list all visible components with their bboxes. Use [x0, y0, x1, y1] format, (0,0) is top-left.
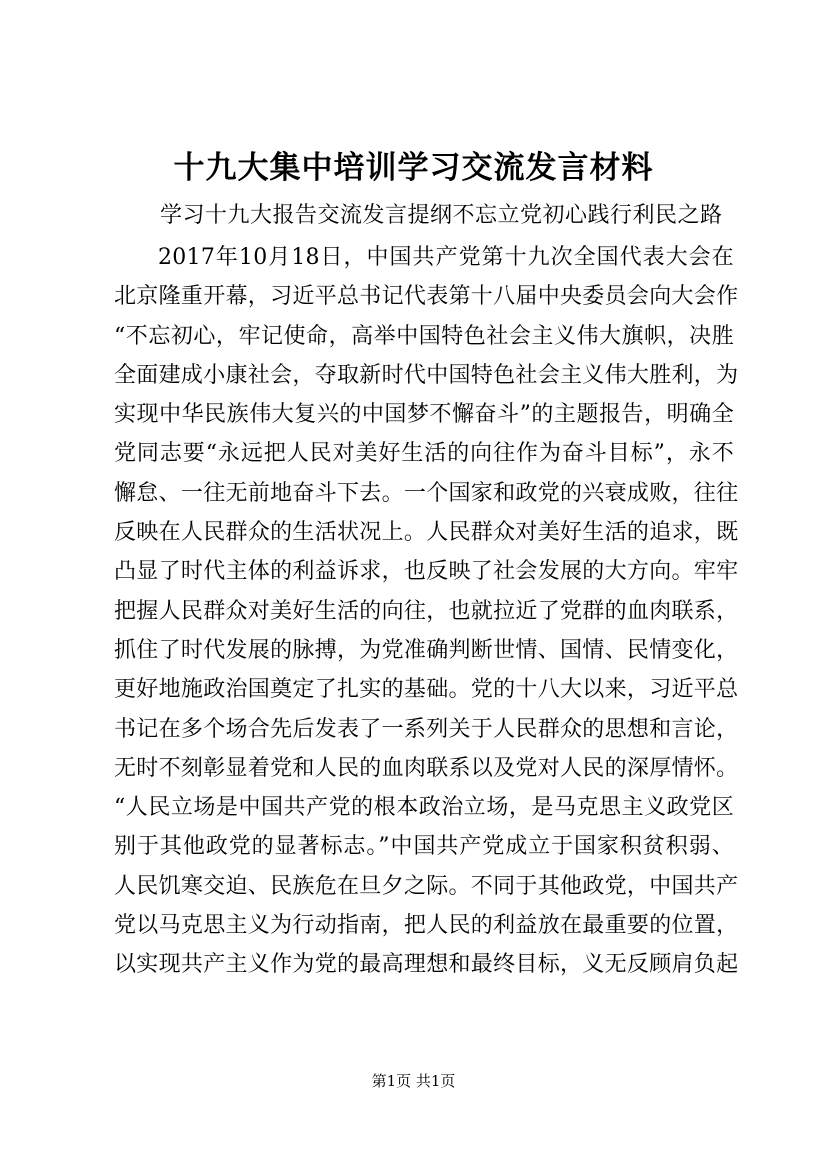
body-line: 更好地施政治国奠定了扎实的基础。党的十八大以来，习近平总 — [114, 677, 739, 703]
page-number-footer: 第1页 共1页 — [371, 1072, 456, 1090]
body-line: 反映在人民群众的生活状况上。人民群众对美好生活的追求，既 — [114, 520, 739, 546]
body-line: 全面建成小康社会，夺取新时代中国特色社会主义伟大胜利，为 — [114, 362, 739, 388]
body-line: 抓住了时代发展的脉搏，为党准确判断世情、国情、民情变化， — [114, 637, 739, 663]
body-line: 书记在多个场合先后发表了一系列关于人民群众的思想和言论， — [114, 716, 739, 742]
body-line: “人民立场是中国共产党的根本政治立场，是马克思主义政党区 — [114, 795, 734, 821]
body-line: 凸显了时代主体的利益诉求，也反映了社会发展的大方向。牢牢 — [114, 559, 739, 585]
body-line: 北京隆重开幕，习近平总书记代表第十八届中央委员会向大会作 — [114, 284, 739, 310]
body-line: 党以马克思主义为行动指南，把人民的利益放在最重要的位置， — [114, 913, 739, 939]
body-line: 懈怠、一往无前地奋斗下去。一个国家和政党的兴衰成败，往往 — [114, 480, 739, 506]
body-line: 2017年10月18日，中国共产党第十九次全国代表大会在 — [158, 245, 734, 270]
document-subtitle: 学习十九大报告交流发言提纲不忘立党初心践行利民之路 — [160, 203, 723, 228]
body-line: “不忘初心，牢记使命，高举中国特色社会主义伟大旗帜，决胜 — [114, 323, 734, 349]
body-line: 别于其他政党的显著标志。”中国共产党成立于国家积贫积弱、 — [114, 834, 734, 860]
body-line: 实现中华民族伟大复兴的中国梦不懈奋斗”的主题报告，明确全 — [114, 402, 734, 428]
body-line: 党同志要“永远把人民对美好生活的向往作为奋斗目标”，永不 — [114, 441, 734, 467]
body-text — [114, 238, 739, 985]
body-line: 无时不刻彰显着党和人民的血肉联系以及党对人民的深厚情怀。 — [114, 755, 739, 781]
body-line: 以实现共产主义作为党的最高理想和最终目标，义无反顾肩负起 — [114, 952, 739, 978]
body-line: 把握人民群众对美好生活的向往，也就拉近了党群的血肉联系， — [114, 598, 739, 624]
body-line: 人民饥寒交迫、民族危在旦夕之际。不同于其他政党，中国共产 — [114, 873, 739, 899]
document-title: 十九大集中培训学习交流发言材料 — [173, 150, 654, 186]
